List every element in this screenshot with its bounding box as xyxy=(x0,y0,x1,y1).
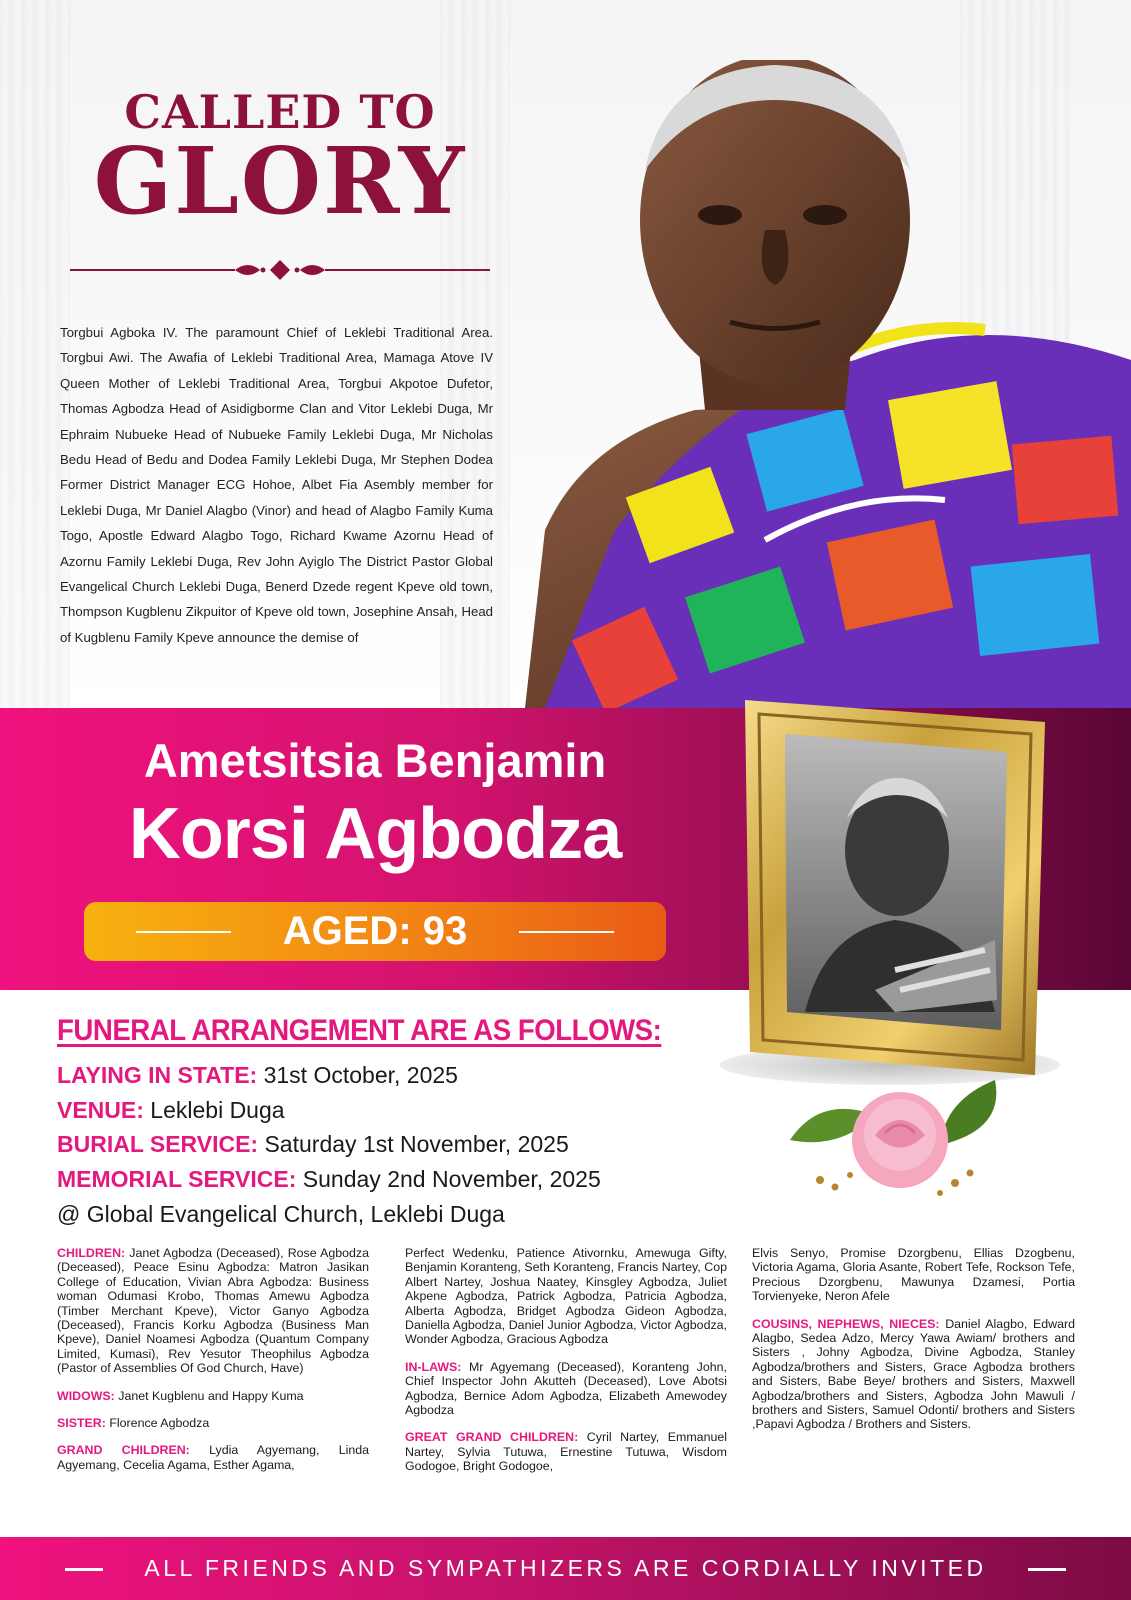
announcement-text: Torgbui Agboka IV. The paramount Chief of Leklebi Traditional Area. Torgbui Awi. The Awafia of Leklebi Traditional Area, Mamaga Atove IV Queen Mother of Leklebi Traditional Area, Torgbui Akpotoe Dufetor, Thomas Agbodza Head of Asidigborme Clan and Vitor Leklebi Duga, Mr Ephraim Nubueke Head of Nubueke Family Leklebi Duga, Mr Nicholas Bedu Head of Bedu and Dodea Family Leklebi Duga, Mr Stephen Dodea Former District Manager ECG Hohoe, Albet Fia Asembly member for Leklebi Duga, Mr Daniel Alagbo (Vinor) and head of Alagbo Family Kuma Togo, Apostle Edward Alagbo Togo, Richard Kwame Azornu Head of Azornu Family Leklebi Duga, Rev John Ayiglo The District Pastor Global Evangelical Church Leklebi Duga, Benerd Dzede regent Kpeve old town, Thompson Kugblenu Zikpuitor of Kpeve old town, Josephine Ansah, Head of Kugblenu Family Kpeve announce the demise of xyxy=(60,325,493,645)
sister-label: SISTER: xyxy=(57,1416,106,1431)
grandchildren-section xyxy=(57,1443,369,1472)
great-grandchildren-continued: Elvis Senyo, Promise Dzorgbenu, Ellias Dzogbenu, Victoria Agama, Gloria Asante, Robert Tefe, Rockson Tefe, Precious Dzorgbenu, Mawunya Dzamesi, Portia Torvienyeke, Neron Afele xyxy=(752,1246,1075,1304)
title-line-2: GLORY xyxy=(93,127,467,235)
widows-text: Janet Kugblenu and Happy Kuma xyxy=(118,1388,304,1403)
title-line-1: CALLED TO xyxy=(124,85,436,139)
venue-label: VENUE: xyxy=(57,1097,144,1123)
burial-label: BURIAL SERVICE: xyxy=(57,1131,259,1157)
footer-banner xyxy=(0,1537,1131,1600)
age-line-right xyxy=(519,931,614,933)
burial-value: Saturday 1st November, 2025 xyxy=(264,1131,569,1157)
age-badge xyxy=(84,902,666,961)
family-column-1 xyxy=(57,1246,369,1485)
portrait-image xyxy=(525,60,1131,708)
rose-icon xyxy=(780,1055,1010,1205)
ornament-divider-icon xyxy=(70,258,490,282)
memorial-service xyxy=(57,1166,601,1193)
inlaws-label: IN-LAWS: xyxy=(405,1359,462,1374)
children-label: CHILDREN: xyxy=(57,1246,126,1260)
framed-photo xyxy=(745,700,1045,1075)
deceased-name-line-2: Korsi Agbodza xyxy=(128,794,622,874)
burial-service xyxy=(57,1131,569,1158)
deceased-name-line-1: Ametsitsia Benjamin xyxy=(143,734,607,787)
service-location: @ Global Evangelical Church, Leklebi Duga xyxy=(57,1201,505,1227)
venue-value: Leklebi Duga xyxy=(150,1097,285,1123)
age-text: AGED: 93 xyxy=(282,909,468,953)
laying-label: LAYING IN STATE: xyxy=(57,1062,258,1088)
laying-in-state xyxy=(57,1062,458,1089)
memorial-value: Sunday 2nd November, 2025 xyxy=(302,1166,601,1192)
grandchildren-text-part-1: Lydia Agyemang, Linda Agyemang, Cecelia Agama, Esther Agama, xyxy=(57,1443,370,1472)
footer-line-right xyxy=(1028,1568,1066,1571)
memorial-label: MEMORIAL SERVICE: xyxy=(57,1166,297,1192)
title xyxy=(70,85,490,235)
widows-label: WIDOWS: xyxy=(57,1388,115,1403)
cousins-label: COUSINS, NEPHEWS, NIECES: xyxy=(752,1316,940,1331)
inlaws-text: Mr Agyemang (Deceased), Koranteng John, Chief Inspector John Akutteh (Deceased), Love Abotsi Agbodza, Bernice Adom Agbodza, Elizabeth Amewodey Agbodza xyxy=(405,1359,727,1418)
great-grandchildren-section xyxy=(405,1430,727,1473)
widows-section xyxy=(57,1389,369,1403)
inlaws-section xyxy=(405,1360,727,1418)
sister-text: Florence Agbodza xyxy=(109,1416,210,1431)
footer-invitation: ALL FRIENDS AND SYMPATHIZERS ARE CORDIALLY INVITED xyxy=(144,1555,987,1581)
sister-section xyxy=(57,1416,369,1430)
children-section xyxy=(57,1246,369,1376)
grandchildren-label: GRAND CHILDREN: xyxy=(57,1443,190,1458)
great-grandchildren-label: GREAT GRAND CHILDREN: xyxy=(405,1430,579,1445)
grandchildren-continued: Perfect Wedenku, Patience Ativornku, Amewuga Gifty, Benjamin Koranteng, Seth Koranteng, Francis Nartey, Cop Albert Nartey, Joshua Naatey, Kinsgley Agbodza, Juliet Akpene Agbodza, Patrick Agbodza, Patricia Agbodza, Alberta Agbodza, Bridget Agbodza Gideon Agbodza, Daniella Agbodza, Daniel Junior Agbodza, Victor Agbodza, Wonder Agbodza, Gracious Agbodza xyxy=(405,1246,727,1347)
family-column-3 xyxy=(752,1246,1075,1445)
children-text: Janet Agbodza (Deceased), Rose Agbodza (Deceased), Peace Esinu Agbodza: Matron Jasikan College of Education, Vivian Abra Agbodza: Business woman Odumasi Krobo, Thomas Amewu Agbodza (Timber Merchant Kpeve), Victor Ganyo Agbodza (Deceased), Francis Korku Agbodza (Business Man Kpeve), Daniel Noamesi Agbodza (Quantum Company Limited, Kumasi), Rev Yesutor Theophilus Agbodza (Pastor of Assemblies Of God Church, Have) xyxy=(57,1246,369,1376)
cousins-text: Daniel Alagbo, Edward Alagbo, Sedea Adzo, Mercy Yawa Awiam/ brothers and Sisters , Johny Agbodza, Divine Agbodza, Stanley Agbodza/brothers and Sisters, Grace Agbodza brothers and Sisters, Babe Beye/ brothers and Sisters, Maxwell Agbodza/brothers and Sisters, Agbodza John Mawuli / brothers and Sisters, Samuel Odonti/ brothers and Sisters ,Papavi Agbodza / Brothers and Sisters. xyxy=(752,1316,1075,1432)
funeral-arrangements-heading: FUNERAL ARRANGEMENT ARE AS FOLLOWS: xyxy=(57,1014,662,1047)
great-grandchildren-text-part-1: Cyril Nartey, Emmanuel Nartey, Sylvia Tutuwa, Ernestine Tutuwa, Wisdom Godogoe, Bright Godogoe, xyxy=(405,1430,727,1474)
cousins-section xyxy=(752,1317,1075,1432)
venue xyxy=(57,1097,285,1124)
family-column-2 xyxy=(405,1246,727,1487)
laying-value: 31st October, 2025 xyxy=(263,1062,458,1088)
